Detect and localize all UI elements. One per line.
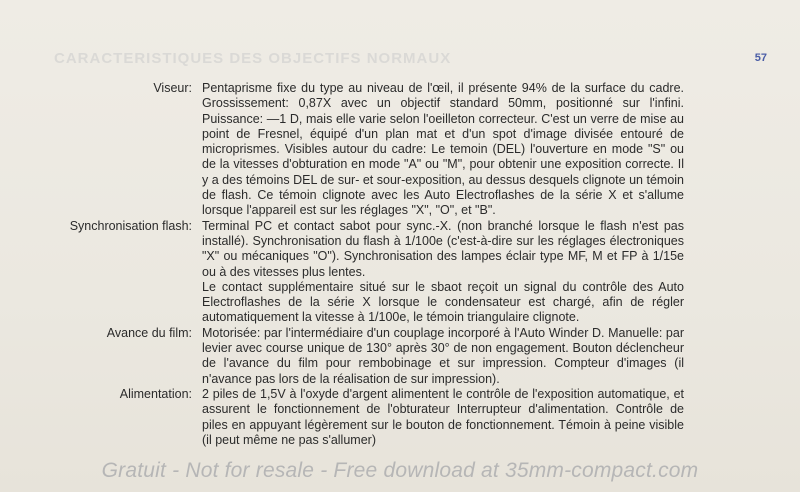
spec-paragraph: Motorisée: par l'intermédiaire d'un couplage incorporé à l'Auto Winder D. Manuelle: par levier avec course unique de 130° après 30° de non engagement. Bouton déclencheur de l'avance du film pour rembobinage et sur impression. Compteur d'images (il n'avance pas lors de la réalisation de sur impression). <box>202 325 684 386</box>
spec-alimentation <box>0 387 800 448</box>
spec-label: Avance du film: <box>106 325 192 340</box>
spec-paragraph: Terminal PC et contact sabot pour sync.-X. (non branché lorsque le flash n'est pas installé). Synchronisation du flash à 1/100e (c'est-à-dire sur les réglages électroniques "X" ou mécaniques "O"). Synchronisation des lampes éclair type MF, M et FP à 1/15e ou à des vitesses plus lentes. <box>202 218 684 279</box>
spec-description <box>202 387 684 448</box>
spec-paragraph: Pentaprisme fixe du type au niveau de l'œil, il présente 94% de la surface du cadre. Grossissement: 0,87X avec un objectif standard 50mm, positionné sur l'infini. Puissance: —1 D, mais elle varie selon l'oeilleton correcteur. C'est un verre de mise au point de Fresnel, équipé d'un plan mat et d'un spot d'image divisée entouré de microprismes. Visibles autour du cadre: Le temoin (DEL) l'ouverture en mode "S" ou de la vitesses d'obturation en mode "A" ou "M", pour obtenir une exposition correcte. Il y a des témoins DEL de sur- et sour-exposition, au dessus desquels clignote un témoin de flash. Ce témoin clignote avec les Auto Electroflashes de la série X et s'allume lorsque l'appareil est sur les réglages "X", "O", et "B". <box>202 81 684 218</box>
spec-viseur <box>0 81 800 219</box>
watermark-footer: Gratuit - Not for resale - Free download at 35mm-compact.com <box>101 459 699 482</box>
spec-avance-du-film <box>0 326 800 387</box>
page-number: 57 <box>754 52 767 64</box>
spec-list <box>0 81 800 448</box>
spec-label: Alimentation: <box>119 386 192 401</box>
spec-description <box>202 81 684 219</box>
spec-description <box>202 219 684 326</box>
spec-label: Synchronisation flash: <box>69 218 192 233</box>
spec-paragraph: 2 piles de 1,5V à l'oxyde d'argent alimentent le contrôle de l'exposition automatique, et assurent le fonctionnement de l'obturateur Interrupteur d'alimentation. Contrôle de piles en appuyant légèrement sur le bouton de fonctionnement. Témoin à peine visible (il peut même ne pas s'allumer) <box>202 386 684 447</box>
bleed-through-heading: CARACTERISTIQUES DES OBJECTIFS NORMAUX <box>54 50 452 67</box>
spec-synchronisation-flash <box>0 219 800 326</box>
spec-description <box>202 326 684 387</box>
spec-paragraph: Le contact supplémentaire situé sur le sbaot reçoit un signal du contrôle des Auto Electroflashes de la série X lorsque le condensateur est chargé, afin de régler automatiquement la vitesse à 1/100e, le témoin triangulaire clignote. <box>202 279 684 325</box>
spec-label: Viseur: <box>153 81 192 95</box>
